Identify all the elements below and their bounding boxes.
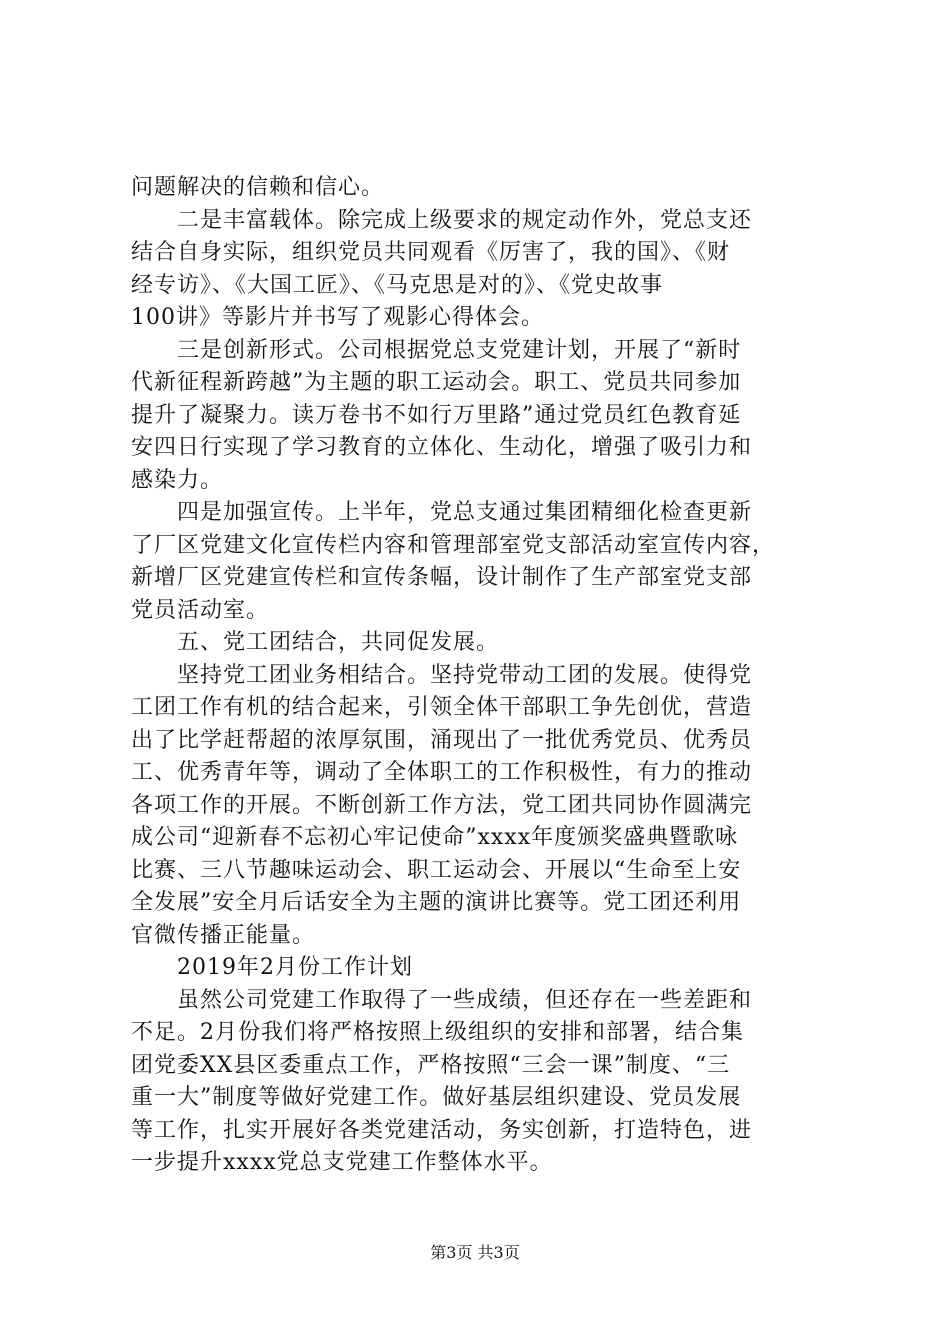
text-line: 代新征程新跨越”为主题的职工运动会。职工、党员共同参加 xyxy=(131,370,742,395)
text-line: 出了比学赶帮超的浓厚氛围，涌现出了一批优秀党员、优秀员 xyxy=(131,727,753,753)
section-heading: 五、党工团结合，共同促发展。 xyxy=(177,630,500,655)
text-line: 成公司“迎新春不忘初心牢记使命”xxxx年度颁奖盛典暨歌咏 xyxy=(131,825,739,850)
text-line: 全发展”安全月后话安全为主题的演讲比赛等。党工团还利用 xyxy=(131,890,742,915)
text-line: 感染力。 xyxy=(131,467,224,493)
paragraph-start-line: 虽然公司党建工作取得了一些成绩，但还存在一些差距和 xyxy=(177,987,753,1013)
text-line: 重一大”制度等做好党建工作。做好基层组织建设、党员发展 xyxy=(131,1085,742,1110)
text-line: 工、优秀青年等，调动了全体职工的工作积极性，有力的推动 xyxy=(131,760,753,785)
text-line: 新增厂区党建宣传栏和宣传条幅，设计制作了生产部室党支部 xyxy=(131,565,753,590)
document-body xyxy=(131,172,839,1180)
paragraph-start-line: 四是加强宣传。上半年，党总支通过集团精细化检查更新 xyxy=(177,500,753,525)
text-line: 提升了凝聚力。读万卷书不如行万里路”通过党员红色教育延 xyxy=(131,402,742,428)
text-line: 问题解决的信赖和信心。 xyxy=(131,175,385,200)
text-line: 团党委XX县区委重点工作，严格按照“三会一课”制度、“三 xyxy=(131,1052,731,1078)
section-heading: 2019年2月份工作计划 xyxy=(177,955,413,980)
paragraph-start-line: 二是丰富载体。除完成上级要求的规定动作外，党总支还 xyxy=(177,207,753,233)
text-line: 不足。2月份我们将严格按照上级组织的安排和部署，结合集 xyxy=(131,1020,744,1045)
text-line: 了厂区党建文化宣传栏内容和管理部室党支部活动室宣传内容， xyxy=(131,532,776,558)
page-footer xyxy=(0,1243,950,1263)
page-number-label: 第3页 共3页 xyxy=(430,1243,520,1262)
text-line: 党员活动室。 xyxy=(131,597,270,623)
text-line: 各项工作的开展。不断创新工作方法，党工团共同协作圆满完 xyxy=(131,792,753,818)
text-line: 官微传播正能量。 xyxy=(131,922,316,948)
text-line: 经专访》、《大国工匠》、《马克思是对的》、《党史故事 xyxy=(131,272,664,298)
text-line: 结合自身实际，组织党员共同观看《厉害了，我的国》、《财 xyxy=(131,240,731,265)
text-line: 100讲》等影片并书写了观影心得体会。 xyxy=(131,305,544,330)
paragraph-start-line: 三是创新形式。公司根据党总支党建计划，开展了“新时 xyxy=(177,337,742,363)
paragraph-start-line: 坚持党工团业务相结合。坚持党带动工团的发展。使得党 xyxy=(177,662,753,688)
text-line: 比赛、三八节趣味运动会、职工运动会、开展以“生命至上安 xyxy=(131,857,742,883)
text-line: 等工作，扎实开展好各类党建活动，务实创新，打造特色，进 xyxy=(131,1117,753,1143)
text-line: 工团工作有机的结合起来，引领全体干部职工争先创优，营造 xyxy=(131,695,753,720)
text-line: 一步提升xxxx党总支党建工作整体水平。 xyxy=(131,1150,553,1175)
text-line: 安四日行实现了学习教育的立体化、生动化，增强了吸引力和 xyxy=(131,435,753,460)
